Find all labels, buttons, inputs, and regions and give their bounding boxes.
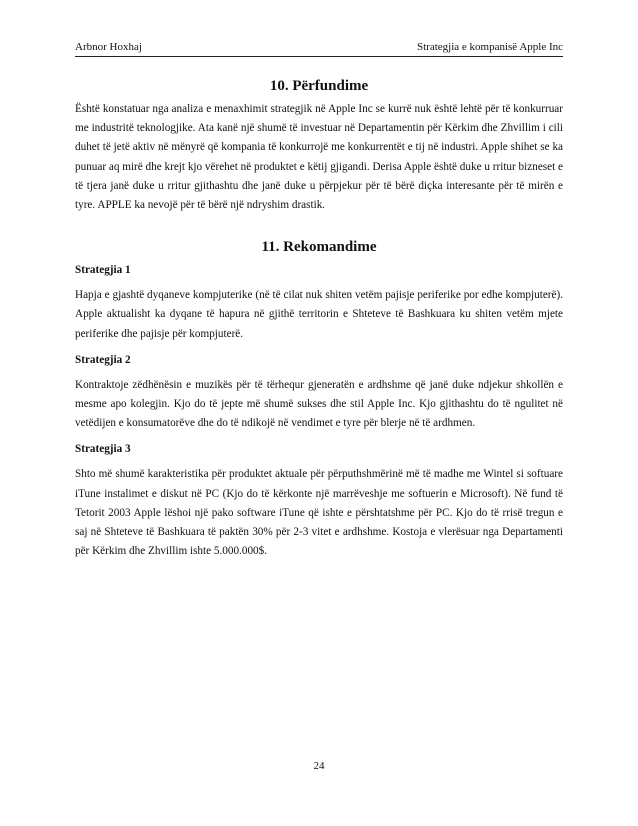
page-number: 24 — [313, 760, 325, 772]
strategy-1-label: Strategjia 1 — [75, 264, 131, 277]
header-author: Arbnor Hoxhaj — [75, 41, 142, 53]
conclusion-heading: 10. Përfundime — [269, 78, 369, 94]
recommendations-heading: 11. Rekomandime — [261, 239, 377, 256]
header-rule — [75, 56, 563, 57]
conclusion-paragraph: Është konstatuar nga analiza e menaxhimit strategjik në Apple Inc se kurrë nuk është lehtë për të konkurruar me industritë teknologjike. Ata kanë një shumë të investuar në Departamentin për Kërkim dhe Zhvillim i cili duhet të jetë aktiv në mënyrë që kompania të konkurrojë me konkurrentët e tij në industri. Apple shihet se ka punuar aq mirë dhe krejt kjo vërehet në produktet e këtij gjigandi. Derisa Apple është duke u rritur bizneset e të tjera janë duke u rritur gjithashtu dhe janë duke u përpjekur për të bërë diçka interesante për të mirën e tyre. APPLE ka nevojë për të bërë një ndryshim drastik. — [75, 103, 563, 212]
strategy-1-text: Hapja e gjashtë dyqaneve kompjuterike (në të cilat nuk shiten vetëm pajisje periferike por edhe kompjuterë). Apple aktualisht ka dyqane të hapura në gjithë territorin e Shteteve të Bashkuara ku shiten vetëm mjete periferike dhe pajisje për kompjuterë. — [75, 289, 563, 340]
header-title: Strategjia e kompanisë Apple Inc — [416, 41, 563, 53]
strategy-2-label: Strategjia 2 — [75, 353, 131, 366]
strategy-2-text: Kontraktoje zëdhënësin e muzikës për të tërhequr gjeneratën e ardhshme që janë duke ndjekur shkollën e mesme apo kolegjin. Kjo do të jepte më shumë sukses dhe stil Apple Inc. Kjo gjithashtu do të ngulitet në vetëdijen e konsumatorëve dhe do të ndikojë në vendimet e tyre për blerje në të ardhmen. — [75, 378, 563, 430]
strategy-3-label: Strategjia 3 — [75, 443, 131, 456]
page-content — [75, 70, 563, 561]
strategy-3-text: Shto më shumë karakteristika për produktet aktuale për përputhshmërinë më të madhe me Wintel si softuare iTune instalimet e diskut në PC (Kjo do të kërkonte një marrëveshje me softuerin e Microsoft). Në fund të Tetorit 2003 Apple lëshoi një pako software iTune që ishte e përshtatshme për PC. Kjo do të rrisë tregun e saj në Shteteve të Bashkuara të paktën 30% për 2-3 vitet e ardhshme. Kostoja e vlerësuar nga Departamenti për Kërkim dhe Zhvillim ishte 5.000.000$. — [75, 468, 563, 558]
